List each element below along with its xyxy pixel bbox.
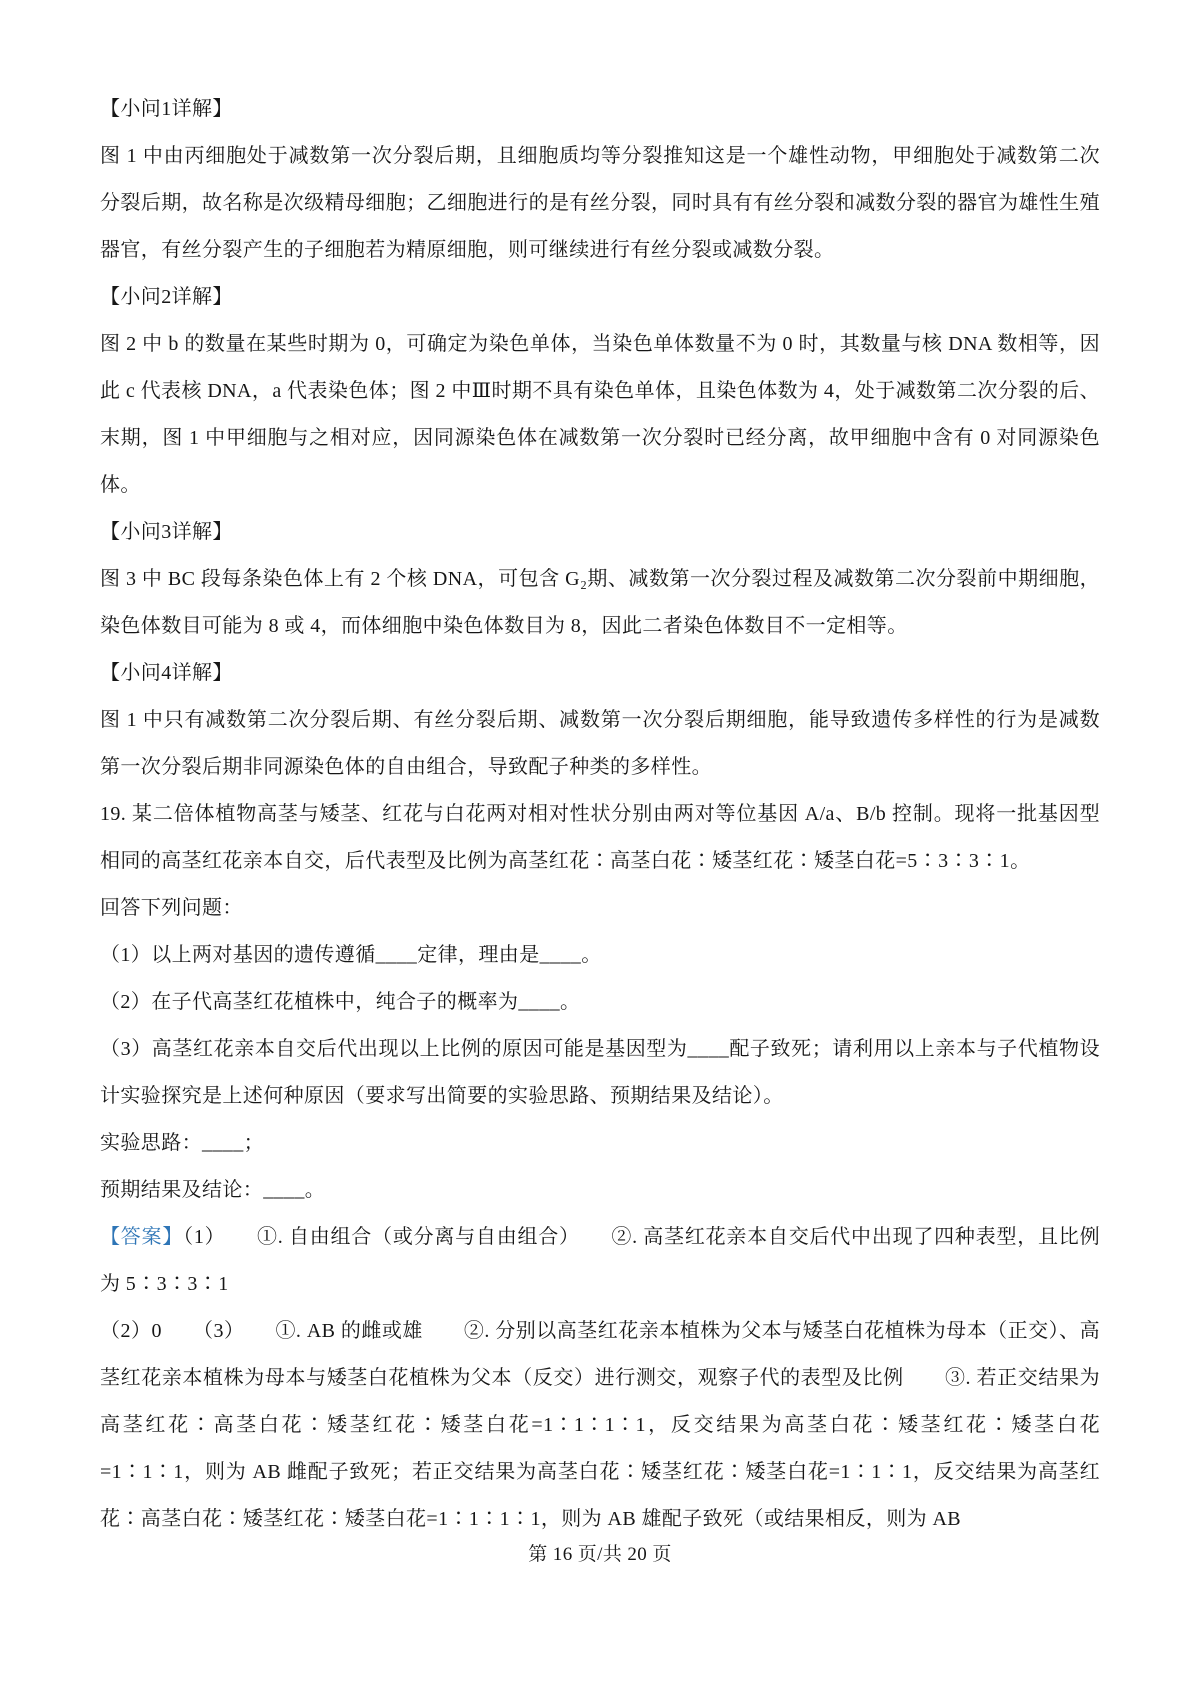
question-19-part-3: （3）高茎红花亲本自交后代出现以上比例的原因可能是基因型为____配子致死；请利用以上亲本与子代植物设计实验探究是上述何种原因（要求写出简要的实验思路、预期结果及结论）。 (100, 1038, 1100, 1107)
subquestion-1-explanation: 图 1 中由丙细胞处于减数第一次分裂后期，且细胞质均等分裂推知这是一个雄性动物，甲细胞处于减数第二次分裂后期，故名称是次级精母细胞；乙细胞进行的是有丝分裂，同时具有有丝分裂和减数分裂的器官为雄性生殖器官，有丝分裂产生的子细胞若为精原细胞，则可继续进行有丝分裂或减数分裂。 (100, 145, 1100, 261)
page-number: 第 16 页/共 20 页 (528, 1544, 672, 1565)
answer-label: 【答案】 (100, 1226, 184, 1248)
subquestion-4-heading: 【小问4详解】 (100, 662, 233, 684)
subquestion-3-explanation: 图 3 中 BC 段每条染色体上有 2 个核 DNA，可包含 G₂期、减数第一次分裂过程及减数第二次分裂前中期细胞，染色体数目可能为 8 或 4，而体细胞中染色体数目为 8，因此二者染色体数目不一定相等。 (100, 568, 1100, 637)
expected-result-line: 预期结果及结论：____。 (100, 1179, 326, 1201)
experiment-idea-line: 实验思路：____； (100, 1132, 264, 1154)
subquestion-3-heading: 【小问3详解】 (100, 521, 233, 543)
subquestion-2-explanation: 图 2 中 b 的数量在某些时期为 0，可确定为染色单体，当染色单体数量不为 0 时，其数量与核 DNA 数相等，因此 c 代表核 DNA，a 代表染色体；图 2 中Ⅲ时期不具有染色单体，且染色体数为 4，处于减数第二次分裂的后、末期，图 1 中甲细胞与之相对应，因同源染色体在减数第一次分裂时已经分离，故甲细胞中含有 0 对同源染色体。 (100, 333, 1100, 496)
subquestion-4-explanation: 图 1 中只有减数第二次分裂后期、有丝分裂后期、减数第一次分裂后期细胞，能导致遗传多样性的行为是减数第一次分裂后期非同源染色体的自由组合，导致配子种类的多样性。 (100, 709, 1100, 778)
question-19-stem: 19. 某二倍体植物高茎与矮茎、红花与白花两对相对性状分别由两对等位基因 A/a、B/b 控制。现将一批基因型相同的高茎红花亲本自交，后代表型及比例为高茎红花∶高茎白花∶矮茎红花∶矮茎白花=5∶3∶3∶1。 (100, 803, 1100, 872)
subquestion-2-heading: 【小问2详解】 (100, 286, 233, 308)
question-19-prompt: 回答下列问题： (100, 897, 243, 919)
answer-part-1: （1） ①. 自由组合（或分离与自由组合） ②. 高茎红花亲本自交后代中出现了四种表型，且比例为 5∶3∶3∶1 (100, 1226, 1100, 1295)
answer-part-2: （2）0 （3） ①. AB 的雌或雄 ②. 分别以高茎红花亲本植株为父本与矮茎白花植株为母本（正交）、高茎红花亲本植株为母本与矮茎白花植株为父本（反交）进行测交，观察子代的表型及比例 ③. 若正交结果为高茎红花∶高茎白花∶矮茎红花∶矮茎白花=1∶1∶1∶1，反交结果为高茎白花∶矮茎红花∶矮茎白花=1∶1∶1，则为 AB 雌配子致死；若正交结果为高茎白花∶矮茎红花∶矮茎白花=1∶1∶1，反交结果为高茎红花∶高茎白花∶矮茎红花∶矮茎白花=1∶1∶1∶1，则为 AB 雄配子致死（或结果相反，则为 AB (100, 1320, 1100, 1530)
question-19-part-2: （2）在子代高茎红花植株中，纯合子的概率为____。 (100, 991, 581, 1013)
page-footer (0, 1540, 1200, 1570)
question-19-part-1: （1）以上两对基因的遗传遵循____定律，理由是____。 (100, 944, 602, 966)
subquestion-1-heading: 【小问1详解】 (100, 98, 233, 120)
answer-line-1 (100, 1214, 1100, 1308)
